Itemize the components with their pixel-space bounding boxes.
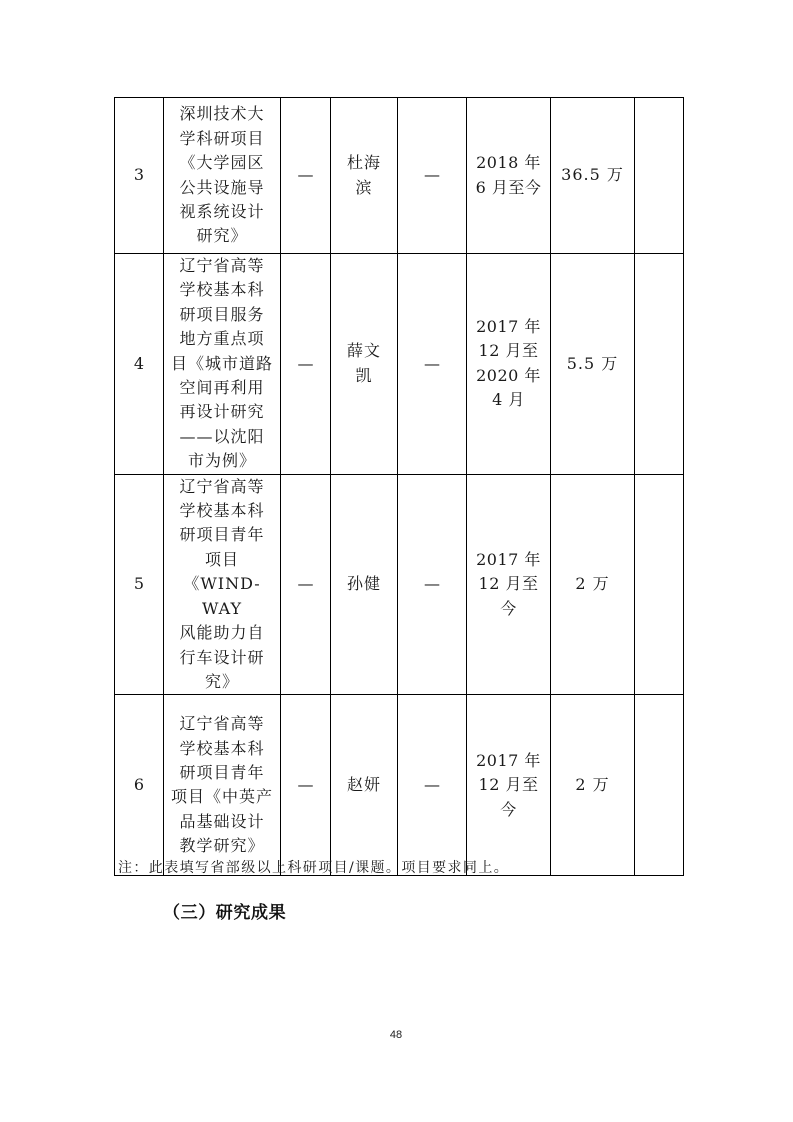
- research-projects-table: [114, 97, 684, 876]
- period-cell: 2017 年 12 月至 今: [467, 474, 551, 695]
- number-cell: 4: [115, 254, 164, 475]
- table-note: 注：此表填写省部级以上科研项目/课题。项目要求同上。: [118, 860, 510, 876]
- amount-cell: 2 万: [551, 474, 635, 695]
- period-cell: 2017 年 12 月至 今: [467, 695, 551, 876]
- blank-cell: [635, 254, 684, 475]
- project-cell: 辽宁省高等 学校基本科 研项目服务 地方重点项 目《城市道路 空间再利用 再设计研究 ——以沈阳 市为例》: [164, 254, 281, 475]
- dash-cell: —: [281, 474, 331, 695]
- blank-cell: [635, 474, 684, 695]
- dash-cell: —: [398, 695, 467, 876]
- number-cell: 3: [115, 98, 164, 254]
- blank-cell: [635, 695, 684, 876]
- number-cell: 5: [115, 474, 164, 695]
- person-cell: 薛文 凯: [331, 254, 398, 475]
- table-row: [115, 254, 684, 475]
- project-cell: 深圳技术大 学科研项目 《大学园区 公共设施导 视系统设计 研究》: [164, 98, 281, 254]
- dash-cell: —: [281, 695, 331, 876]
- project-cell: 辽宁省高等 学校基本科 研项目青年 项目《中英产 品基础设计 教学研究》: [164, 695, 281, 876]
- number-cell: 6: [115, 695, 164, 876]
- dash-cell: —: [398, 254, 467, 475]
- table-row: [115, 98, 684, 254]
- period-cell: 2018 年 6 月至今: [467, 98, 551, 254]
- dash-cell: —: [398, 474, 467, 695]
- dash-cell: —: [281, 254, 331, 475]
- page-number: 48: [389, 1029, 403, 1041]
- dash-cell: —: [281, 98, 331, 254]
- person-cell: 赵妍: [331, 695, 398, 876]
- project-cell: 辽宁省高等 学校基本科 研项目青年 项目 《WIND-WAY 风能助力自 行车设计研 究》: [164, 474, 281, 695]
- table-row: [115, 474, 684, 695]
- amount-cell: 36.5 万: [551, 98, 635, 254]
- person-cell: 孙健: [331, 474, 398, 695]
- blank-cell: [635, 98, 684, 254]
- amount-cell: 5.5 万: [551, 254, 635, 475]
- table-row: [115, 695, 684, 876]
- section-heading: （三）研究成果: [163, 903, 287, 923]
- period-cell: 2017 年 12 月至 2020 年 4 月: [467, 254, 551, 475]
- dash-cell: —: [398, 98, 467, 254]
- person-cell: 杜海 滨: [331, 98, 398, 254]
- amount-cell: 2 万: [551, 695, 635, 876]
